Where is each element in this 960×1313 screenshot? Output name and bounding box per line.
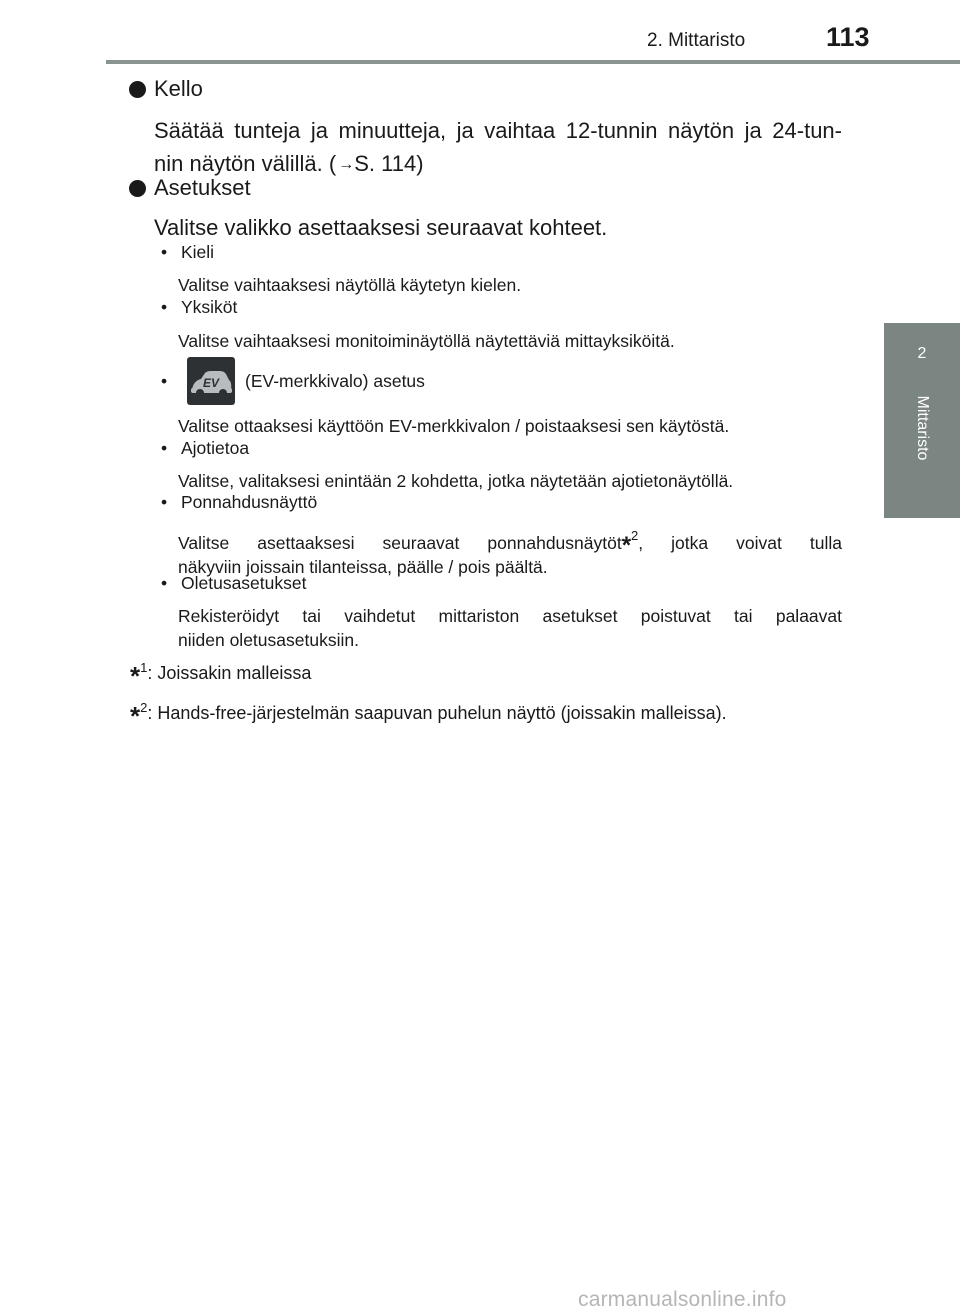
list-item-oletusasetukset xyxy=(161,573,306,594)
heading-text: Kello xyxy=(154,76,203,101)
list-item-description: Valitse, valitaksesi enintään 2 kohdetta, jotka näytetään ajotietonäytöllä. xyxy=(178,471,734,491)
bullet-dot-icon xyxy=(129,81,146,98)
list-item-description: Valitse vaihtaaksesi monitoiminäytöllä näytettäviä mittayksiköitä. xyxy=(178,331,675,351)
section-heading-asetukset xyxy=(129,175,251,201)
list-item-label: Ajotietoa xyxy=(181,438,250,458)
paragraph-line: näkyviin joissain tilanteissa, päälle / pois päältä. xyxy=(178,557,548,577)
list-item-ajotietoa xyxy=(161,438,249,459)
footnote-star: * xyxy=(621,532,632,559)
page-number: 113 xyxy=(826,22,870,52)
list-item-label: Yksiköt xyxy=(181,297,238,317)
list-item-ponnahdusnaytto xyxy=(161,492,317,513)
footnote-star: * xyxy=(130,661,141,691)
list-item-label: Oletusasetukset xyxy=(181,573,307,593)
list-item-description xyxy=(178,604,842,652)
list-item-label: Kieli xyxy=(181,242,215,262)
chapter-number: 2 xyxy=(917,345,927,362)
list-item-label: Ponnahdusnäyttö xyxy=(181,492,318,512)
paragraph-line xyxy=(178,524,842,559)
list-item-label: (EV-merkkivalo) asetus xyxy=(245,370,425,391)
list-item-description xyxy=(178,524,842,579)
header-rule xyxy=(106,60,960,64)
paragraph-line: Rekisteröidyt tai vaihdetut mittariston asetukset poistuvat tai palaavat xyxy=(178,606,842,626)
footnote-2 xyxy=(130,700,727,731)
bullet-icon: • xyxy=(161,438,168,458)
bullet-icon: • xyxy=(161,242,168,262)
paragraph-line: Säätää tunteja ja minuutteja, ja vaihtaa 12-tunnin näytön ja 24-tun- xyxy=(154,118,842,143)
bullet-icon: • xyxy=(161,492,168,512)
footnote-number: 1 xyxy=(140,660,148,675)
bullet-dot-icon xyxy=(129,180,146,197)
kello-description xyxy=(154,114,842,181)
watermark: carmanualsonline.info xyxy=(578,1288,787,1311)
paragraph-line xyxy=(154,147,842,181)
paragraph-line: niiden oletusasetuksiin. xyxy=(178,630,359,650)
asetukset-description: Valitse valikko asettaaksesi seuraavat kohteet. xyxy=(154,215,608,240)
bullet-icon: • xyxy=(161,573,168,593)
paragraph-text: Valitse asettaaksesi seuraavat ponnahdusnäytöt xyxy=(178,533,622,553)
bullet-icon: • xyxy=(161,370,168,391)
paragraph-text: , jotka voivat tulla xyxy=(638,533,842,553)
footnote-1 xyxy=(130,660,312,691)
list-item-ev-setting xyxy=(161,357,425,405)
list-item-description: Valitse vaihtaaksesi näytöllä käytetyn kielen. xyxy=(178,275,522,295)
header-section-title: 2. Mittaristo xyxy=(647,30,746,51)
chapter-label: Mittaristo xyxy=(914,395,931,461)
section-heading-kello xyxy=(129,76,203,102)
footnote-ref: 2 xyxy=(631,528,639,543)
paragraph-text: nin näytön välillä. ( xyxy=(154,151,337,176)
footnote-text: : Hands-free-järjestelmän saapuvan puhelun näyttö (joissakin malleissa). xyxy=(147,703,727,723)
footnote-number: 2 xyxy=(140,700,148,715)
svg-text:EV: EV xyxy=(203,376,220,390)
list-item-description: Valitse ottaaksesi käyttöön EV-merkkivalon / poistaaksesi sen käytöstä. xyxy=(178,416,730,436)
bullet-icon: • xyxy=(161,297,168,317)
ev-indicator-icon xyxy=(187,357,235,405)
footnote-text: : Joissakin malleissa xyxy=(147,663,312,683)
heading-text: Asetukset xyxy=(154,175,251,200)
footnote-star: * xyxy=(130,701,141,731)
chapter-side-tab xyxy=(884,323,960,518)
page-reference-link[interactable]: S. 114) xyxy=(354,151,424,176)
list-item-yksikot xyxy=(161,297,237,318)
arrow-right-icon: → xyxy=(338,156,355,173)
list-item-kieli xyxy=(161,242,214,263)
